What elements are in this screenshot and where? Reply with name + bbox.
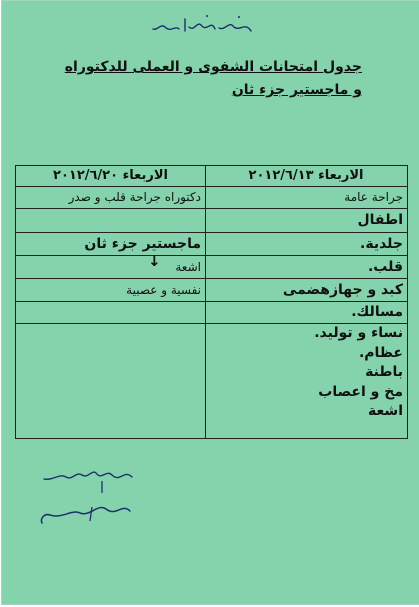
- right-column-header: الاربعاء ٢٠١٢/٦/١٣: [248, 168, 364, 183]
- table-cell: [16, 209, 205, 232]
- table-row: [16, 302, 407, 324]
- document-page: [1, 0, 419, 605]
- left-column-header: الاربعاء ٢٠١٢/٦/٢٠: [53, 168, 168, 183]
- table-cell: كبد و جهازهضمى: [282, 282, 403, 298]
- title-line-2: و ماجستير جزء ثان: [231, 82, 362, 98]
- table-row: [16, 279, 407, 302]
- table-cell: دكتوراه جراحة قلب و صدر: [68, 190, 201, 204]
- table-header-row: [16, 166, 407, 187]
- list-item: باطنة: [365, 364, 403, 380]
- table-row: [16, 187, 407, 209]
- table-row: [16, 252, 407, 279]
- table-row: [16, 209, 407, 233]
- table-cell: نفسية و عصبية: [126, 283, 201, 297]
- handwriting-header-drawing: [147, 11, 257, 41]
- table-cell: جراحة عامة: [344, 190, 403, 204]
- list-item: مخ و اعصاب: [318, 383, 403, 400]
- exam-schedule-table: [15, 165, 408, 439]
- table-cell: اشعة: [175, 260, 201, 274]
- table-cell: قلب.: [367, 259, 403, 275]
- list-item: اشعة: [368, 403, 403, 419]
- table-cell: ماجستير جزء ثان: [84, 236, 201, 252]
- list-item: نساء و توليد.: [314, 325, 403, 341]
- table-cell: اطفال: [357, 212, 403, 228]
- handwritten-arrow-mark: ↓: [148, 252, 161, 270]
- table-cell: جلدية.: [360, 236, 403, 252]
- handwritten-signature: [32, 463, 142, 533]
- document-title: [64, 57, 362, 100]
- list-item: عظام.: [358, 344, 403, 361]
- table-cell: [16, 302, 205, 323]
- table-row: [16, 233, 407, 256]
- table-cell: مسالك.: [351, 304, 403, 320]
- remaining-exams-list: [205, 324, 403, 422]
- signature-drawing: [32, 463, 142, 533]
- handwritten-department-note: [147, 11, 257, 41]
- title-line-1: جدول امتحانات الشفوى و العملى للدكتوراه: [64, 59, 362, 75]
